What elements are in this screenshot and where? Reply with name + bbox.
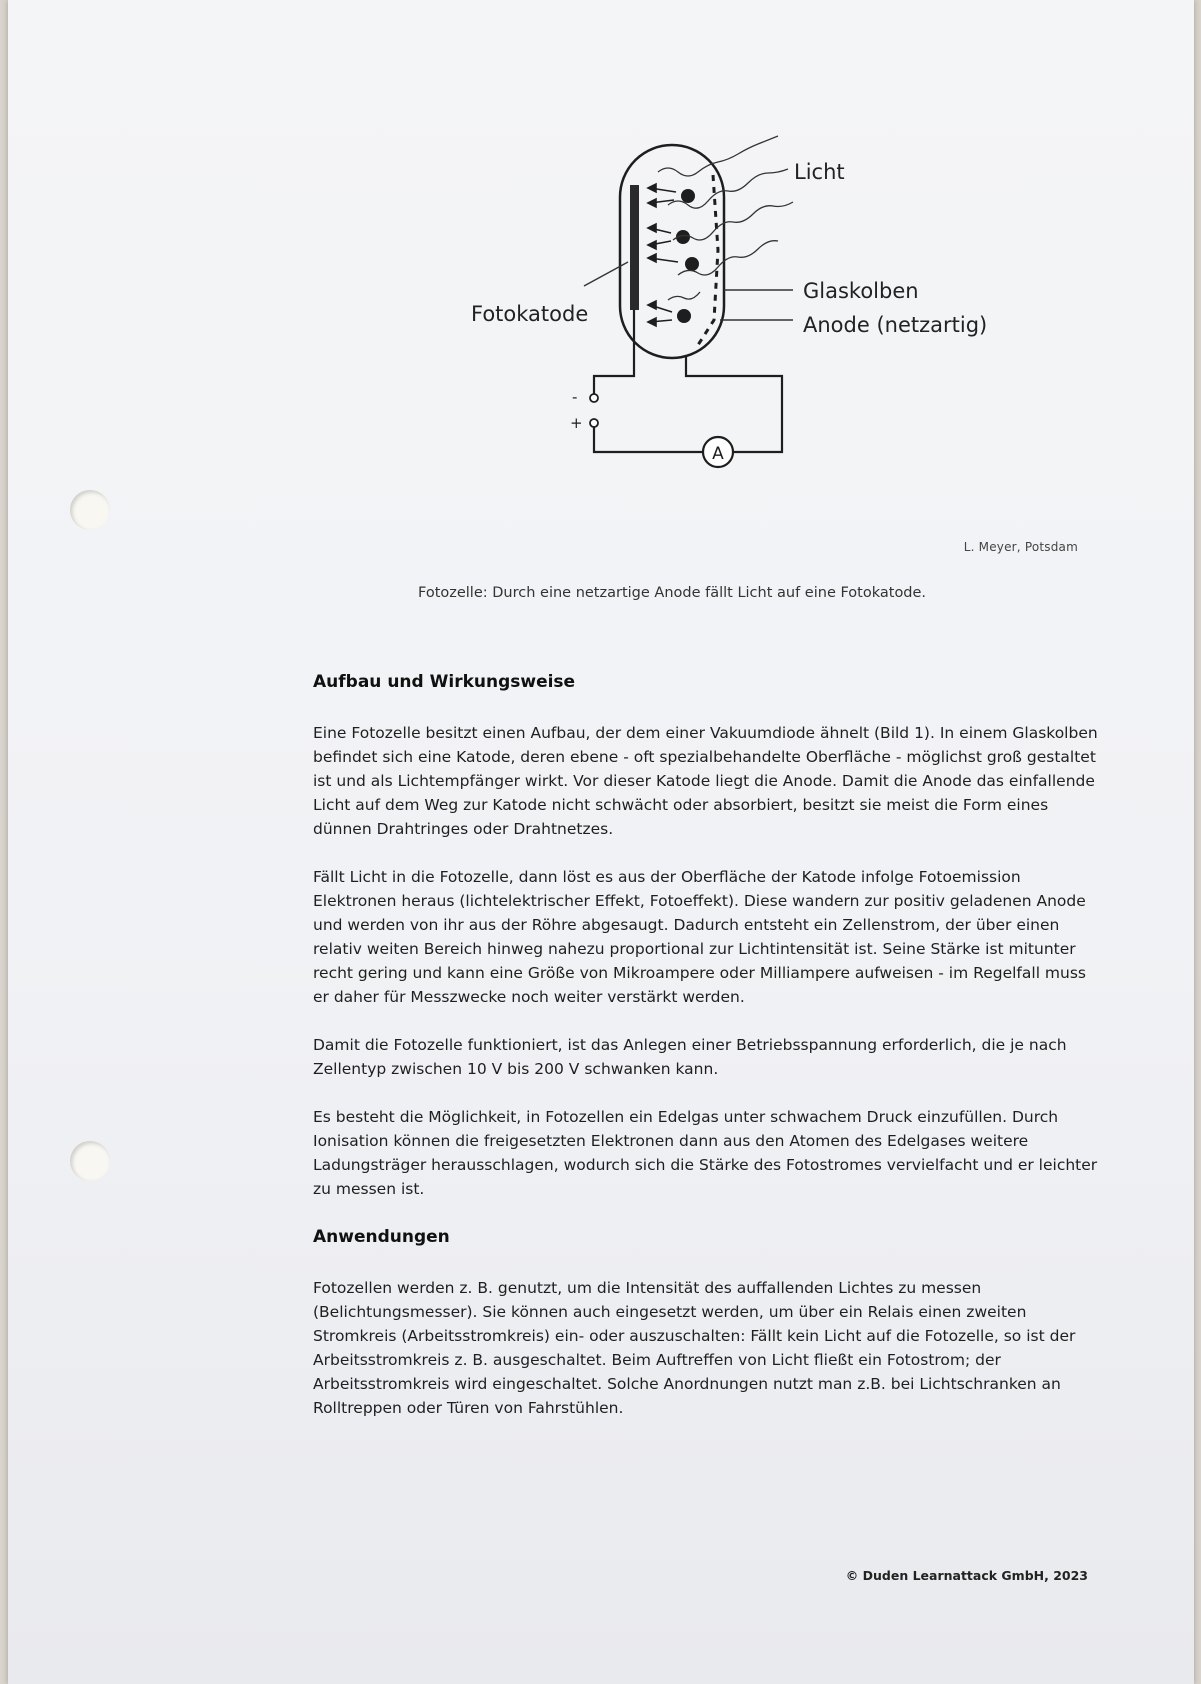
photocell-figure: [8, 0, 1194, 520]
label-licht: Licht: [794, 160, 845, 184]
paragraph: Fällt Licht in die Fotozelle, dann löst es aus der Oberfläche der Katode infolge Fotoemission Elektronen heraus (lichtelektrischer Effekt, Fotoeffekt). Diese wandern zur positiv geladenen Anode und werden von ihr aus der Röhre abgesaugt. Dadurch entsteht ein Zellenstrom, der über einen relativ weiten Bereich hinweg nahezu proportional zur Lichtintensität ist. Seine Stärke ist mitunter recht gering und kann eine Größe von Mikroampere oder Milliampere aufweisen - im Regelfall muss er daher für Messzwecke noch weiter verstärkt werden.: [313, 868, 1087, 1006]
paragraph: Es besteht die Möglichkeit, in Fotozellen ein Edelgas unter schwachem Druck einzufüllen. Durch Ionisation können die freigesetzten Elektronen dann aus den Atomen des Edelgases weitere Ladungsträger herausschlagen, wodurch sich die Stärke des Fotostromes vervielfacht und er leichter zu messen ist.: [313, 1108, 1098, 1198]
light-rays: [658, 136, 793, 300]
circuit-wires: [594, 310, 782, 452]
paragraph: Fotozellen werden z. B. genutzt, um die Intensität des auffallenden Lichtes zu messen (Belichtungsmesser). Sie können auch eingesetzt werden, um über ein Relais einen zweiten Stromkreis (Arbeitsstromkreis) ein- oder auszuschalten: Fällt kein Licht auf die Fotozelle, so ist der Arbeitsstromkreis z. B. ausgeschaltet. Beim Auftreffen von Licht fließt ein Fotostrom; der Arbeitsstromkreis wird eingeschaltet. Solche Anordnungen nutzt man z.B. bei Lichtschranken an Rolltreppen oder Türen von Fahrstühlen.: [313, 1279, 1076, 1417]
plus-label: +: [570, 414, 583, 432]
electron-arrows: [648, 184, 678, 326]
ammeter-label: A: [712, 444, 724, 464]
figure-caption: Fotozelle: Durch eine netzartige Anode fällt Licht auf eine Fotokatode.: [418, 585, 927, 601]
section-heading-anwendungen: Anwendungen: [313, 1227, 450, 1247]
label-fotokatode: Fotokatode: [471, 302, 589, 326]
photocathode-plate: [630, 185, 639, 310]
document-page: [8, 0, 1194, 1684]
atom-dot: [685, 257, 699, 271]
terminal-minus: [590, 394, 598, 402]
atom-dot: [681, 189, 695, 203]
atom-dot: [677, 309, 691, 323]
label-glaskolben: Glaskolben: [803, 279, 919, 303]
copyright-footer: © Duden Learnattack GmbH, 2023: [845, 1568, 1088, 1583]
section-heading-aufbau: Aufbau und Wirkungsweise: [313, 672, 576, 692]
paragraph: Eine Fotozelle besitzt einen Aufbau, der dem einer Vakuumdiode ähnelt (Bild 1). In einem Glaskolben befindet sich eine Katode, deren ebene - oft spezialbehandelte Oberfläche - möglichst groß gestaltet ist und als Lichtempfänger wirkt. Vor dieser Katode liegt die Anode. Damit die Anode das einfallende Licht auf dem Weg zur Katode nicht schwächt oder absorbiert, besitzt sie meist die Form eines dünnen Drahtringes oder Drahtnetzes.: [313, 724, 1098, 838]
article-body: [313, 670, 1103, 1444]
figure-credit: L. Meyer, Potsdam: [963, 540, 1078, 554]
terminal-plus: [590, 419, 598, 427]
label-anode: Anode (netzartig): [803, 313, 988, 337]
photocell-diagram: [8, 0, 1194, 520]
paragraph: Damit die Fotozelle funktioniert, ist das Anlegen einer Betriebsspannung erforderlich, die je nach Zellentyp zwischen 10 V bis 200 V schwanken kann.: [313, 1036, 1067, 1078]
punch-hole-bottom: [70, 1141, 110, 1181]
minus-label: -: [572, 388, 578, 406]
